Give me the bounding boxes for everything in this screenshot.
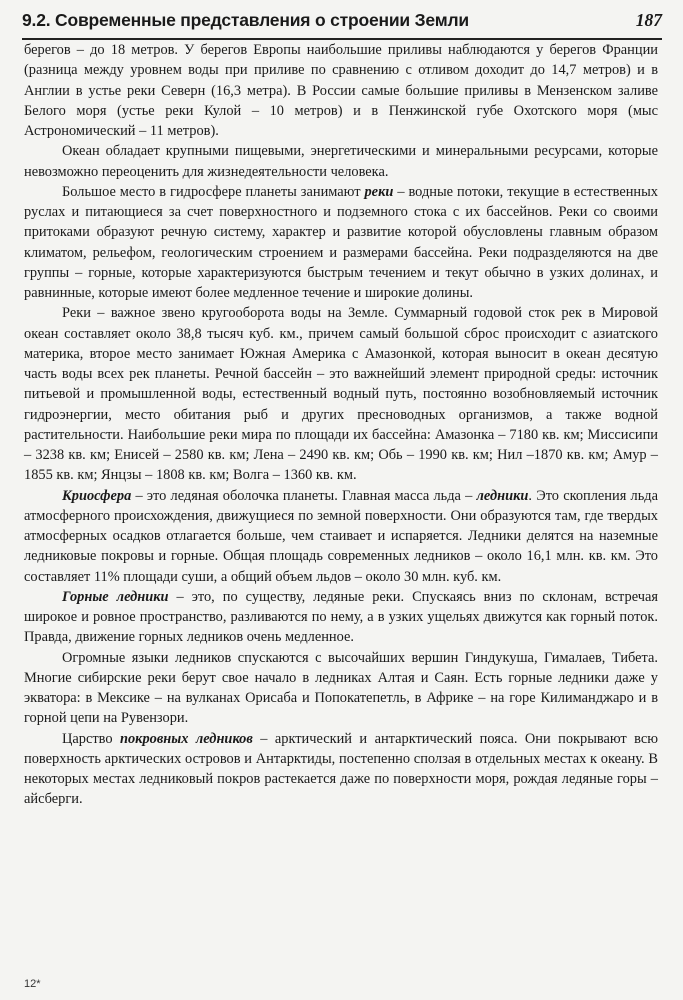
text-run: Царство [62,730,120,747]
text-run: . Это скопления льда атмосферного происхождения, движущиеся по земной поверхности. Они образуются там, где твердых атмосферных осадков отлагается больше, чем стаивает и испаряется. Ледники делятся на наземные ледниковые покровы и горные. Общая площадь современных ледников – около 16,1 млн. кв. км. Это составляет 11% площади суши, а общий объем льдов – около 30 млн. куб. км. [24,487,658,585]
paragraph-cryosphere [24,486,658,587]
paragraph-mountain-glaciers [24,587,658,648]
text-run: – это, по существу, ледяные реки. Спускаясь вниз по склонам, встречая широкое и ровное пространство, разливаются по нему, а в узких ущельях движутся как горный поток. Правда, движение горных ледников очень медленное. [24,588,658,646]
paragraph-ocean-resources: Океан обладает крупными пищевыми, энергетическими и минеральными ресурсами, которые невозможно переоценить для жизнедеятельности человека. [24,143,658,180]
section-title: 9.2. Современные представления о строении Земли [22,10,469,30]
term-rivers: реки [364,183,394,200]
page-number: 187 [635,10,662,30]
term-ice-sheets: покровных ледников [119,730,253,747]
signature-mark: 12* [24,978,41,990]
text-run: – это ледяная оболочка планеты. Главная масса льда – [131,487,477,504]
paragraph-tides: берегов – до 18 метров. У берегов Европы наибольшие приливы наблюдаются у берегов Франции (разница между уровнем воды при приливе по сравнению с отливом доходит до 14,7 метров) и в Англии в устье реки Северн (16,3 метра). В России самые большие приливы в Мензенском заливе Белого моря (устье реки Кулой – 10 метров) и в Пенжинской губе Охотского моря (мыс Астрономический – 11 метров). [24,42,658,139]
term-glaciers: ледники [476,487,529,504]
paragraph-ice-sheets [24,729,658,810]
paragraph-glacier-tongues: Огромные языки ледников спускаются с высочайших вершин Гиндукуша, Гималаев, Тибета. Многие сибирские реки берут свое начало в ледниках Алтая и Саян. Есть горные ледники даже у экватора: в Мексике – на вулканах Орисаба и Попокатепетль, в Африке – на горе Килиманджаро и в горной цепи на Рувензори. [24,649,658,727]
text-run: – арктический и антарктический пояса. Они покрывают всю поверхность арктических островов и Антарктиды, постепенно сползая в отдельных местах к океану. В некоторых местах ледниковый покров растекается даже по поверхности моря, рождая ледяные горы – айсберги. [24,730,658,808]
term-cryosphere: Криосфера [62,487,132,504]
paragraph-river-runoff: Реки – важное звено кругооборота воды на Земле. Суммарный годовой сток рек в Мировой океан составляет около 38,8 тысяч куб. км., причем самый большой сброс происходит с азиатского материка, второе место занимает Южная Америка с Амазонкой, которая выносит в океан десятую часть воды всех рек планеты. Речной бассейн – это важнейший элемент природной среды: источник питьевой и промышленной воды, естественный водный путь, постоянно возобновляемый источник гидроэнергии, место обитания рыб и других пресноводных организмов, а также водной растительности. Наибольшие реки мира по площади их бассейна: Амазонка – 7180 кв. км; Миссисипи – 3238 кв. км; Енисей – 2580 кв. км; Лена – 2490 кв. км; Обь – 1990 кв. км; Нил –1870 кв. км; Амур – 1855 кв. км; Янцзы – 1808 кв. км; Волга – 1360 кв. км. [24,305,658,484]
text-run: – водные потоки, текущие в естественных руслах и питающиеся за счет поверхностного и подземного стока с их бассейнов. Реки со своими притоками образуют речную систему, характер и развитие которой обусловлены главным образом климатом, рельефом, геологическим строением и размерами бассейна. Реки подразделяются на две группы – горные, которые характеризуются быстрым течением и текут обычно в узких долинах, и равнинные, которые имеют более медленное течение и широкие долины. [24,183,658,301]
running-header [22,8,662,40]
text-run: Большое место в гидросфере планеты занимают [62,183,365,200]
body-text [24,40,658,810]
paragraph-rivers [24,182,658,304]
term-mountain-glaciers: Горные ледники [62,588,169,605]
